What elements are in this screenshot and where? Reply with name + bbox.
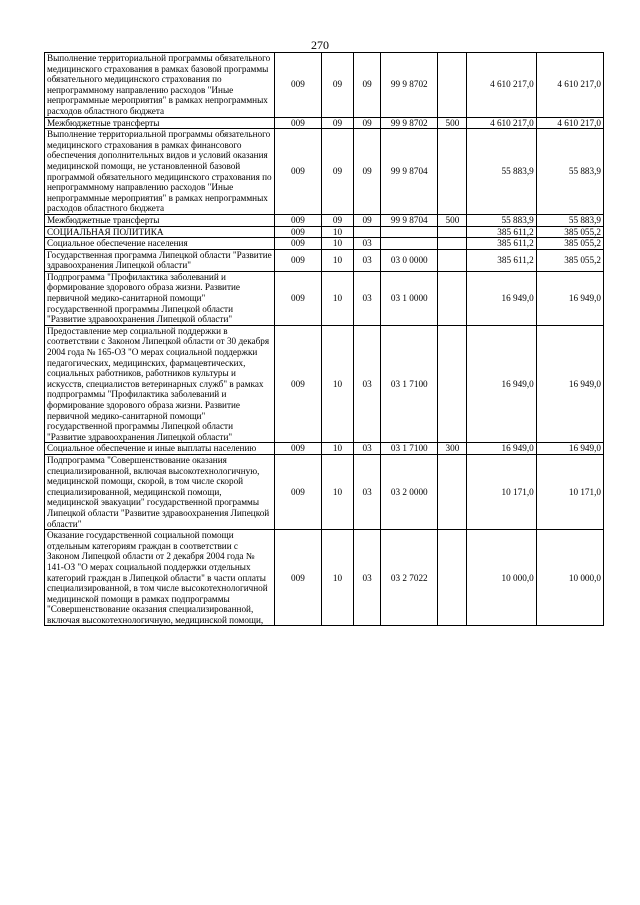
- row-vr: [438, 226, 467, 238]
- row-sum-1: 16 949,0: [467, 271, 536, 325]
- row-vr: 500: [438, 117, 467, 129]
- row-rz: 10: [321, 238, 353, 250]
- row-csr: [381, 238, 438, 250]
- row-sum-2: 385 055,2: [536, 249, 603, 271]
- row-rz: 09: [321, 117, 353, 129]
- row-csr: 99 9 8702: [381, 53, 438, 118]
- table-row: [45, 325, 604, 443]
- budget-table: [44, 52, 604, 626]
- row-name: Межбюджетные трансферты: [45, 117, 275, 129]
- row-sum-2: 4 610 217,0: [536, 53, 603, 118]
- row-rz: 10: [321, 249, 353, 271]
- row-ved: 009: [274, 238, 321, 250]
- row-csr: 99 9 8704: [381, 129, 438, 215]
- row-pr: 09: [354, 117, 381, 129]
- row-csr: 03 1 7100: [381, 325, 438, 443]
- table-row: [45, 443, 604, 455]
- row-vr: [438, 53, 467, 118]
- row-sum-1: 385 611,2: [467, 238, 536, 250]
- row-ved: 009: [274, 53, 321, 118]
- table-row: [45, 271, 604, 325]
- row-name: Межбюджетные трансферты: [45, 214, 275, 226]
- row-name: СОЦИАЛЬНАЯ ПОЛИТИКА: [45, 226, 275, 238]
- row-sum-1: 55 883,9: [467, 129, 536, 215]
- row-pr: 03: [354, 249, 381, 271]
- row-name: Оказание государственной социальной помощи отдельным категориям граждан в соответствии с Законом Липецкой области от 2 декабря 2004 года № 141-ОЗ "О мерах социальной поддержки отдельных категорий граждан в Липецкой области" в части оплаты специализированной, в том числе высокотехнологичной медицинской помощи в рамках подпрограммы "Совершенствование оказания специализированной, включая высокотехнологичную, медицинской помощи,: [45, 530, 275, 626]
- row-ved: 009: [274, 325, 321, 443]
- row-pr: 09: [354, 53, 381, 118]
- row-sum-2: 4 610 217,0: [536, 117, 603, 129]
- row-ved: 009: [274, 271, 321, 325]
- row-vr: [438, 129, 467, 215]
- row-name: Подпрограмма "Профилактика заболеваний и формирование здорового образа жизни. Развитие первичной медико-санитарной помощи" государственной программы Липецкой области "Развитие здравоохранения Липецкой области": [45, 271, 275, 325]
- row-name: Подпрограмма "Совершенствование оказания специализированной, включая высокотехнологичную, медицинской помощи, скорой, в том числе скорой специализированной, медицинской помощи, медицинской эвакуации" государственной программы Липецкой области "Развитие здравоохранения Липецкой области": [45, 454, 275, 529]
- row-pr: 03: [354, 271, 381, 325]
- row-pr: 09: [354, 129, 381, 215]
- row-vr: [438, 249, 467, 271]
- row-sum-2: 55 883,9: [536, 214, 603, 226]
- row-ved: 009: [274, 226, 321, 238]
- row-pr: [354, 226, 381, 238]
- row-sum-1: 10 171,0: [467, 454, 536, 529]
- row-rz: 09: [321, 129, 353, 215]
- row-rz: 10: [321, 325, 353, 443]
- table-row: [45, 249, 604, 271]
- row-sum-2: 385 055,2: [536, 226, 603, 238]
- table-row: [45, 530, 604, 626]
- row-sum-1: 385 611,2: [467, 249, 536, 271]
- row-vr: [438, 454, 467, 529]
- row-csr: 03 2 0000: [381, 454, 438, 529]
- row-sum-1: 55 883,9: [467, 214, 536, 226]
- row-sum-2: 16 949,0: [536, 325, 603, 443]
- row-sum-1: 4 610 217,0: [467, 53, 536, 118]
- row-pr: 09: [354, 214, 381, 226]
- row-rz: 10: [321, 443, 353, 455]
- row-rz: 09: [321, 214, 353, 226]
- row-vr: 500: [438, 214, 467, 226]
- row-name: Государственная программа Липецкой области "Развитие здравоохранения Липецкой области": [45, 249, 275, 271]
- row-sum-2: 16 949,0: [536, 443, 603, 455]
- row-ved: 009: [274, 249, 321, 271]
- row-name: Социальное обеспечение населения: [45, 238, 275, 250]
- row-rz: 10: [321, 226, 353, 238]
- row-sum-2: 385 055,2: [536, 238, 603, 250]
- row-sum-1: 10 000,0: [467, 530, 536, 626]
- table-row: [45, 129, 604, 215]
- row-sum-2: 10 171,0: [536, 454, 603, 529]
- table-row: [45, 226, 604, 238]
- table-row: [45, 454, 604, 529]
- row-sum-2: 16 949,0: [536, 271, 603, 325]
- row-rz: 10: [321, 454, 353, 529]
- row-ved: 009: [274, 117, 321, 129]
- row-pr: 03: [354, 530, 381, 626]
- row-csr: [381, 226, 438, 238]
- row-pr: 03: [354, 238, 381, 250]
- row-pr: 03: [354, 325, 381, 443]
- row-csr: 03 0 0000: [381, 249, 438, 271]
- row-csr: 03 1 7100: [381, 443, 438, 455]
- row-csr: 03 1 0000: [381, 271, 438, 325]
- row-vr: [438, 325, 467, 443]
- row-name: Выполнение территориальной программы обязательного медицинского страхования в рамках базовой программы обязательного медицинского страхования по непрограммному направлению расходов "Иные непрограммные мероприятия" в рамках непрограммных расходов областного бюджета: [45, 53, 275, 118]
- row-csr: 03 2 7022: [381, 530, 438, 626]
- table-row: [45, 53, 604, 118]
- row-sum-2: 10 000,0: [536, 530, 603, 626]
- row-sum-1: 16 949,0: [467, 325, 536, 443]
- row-csr: 99 9 8704: [381, 214, 438, 226]
- row-vr: [438, 238, 467, 250]
- table-row: [45, 117, 604, 129]
- row-name: Социальное обеспечение и иные выплаты населению: [45, 443, 275, 455]
- row-ved: 009: [274, 214, 321, 226]
- row-sum-1: 16 949,0: [467, 443, 536, 455]
- row-pr: 03: [354, 454, 381, 529]
- row-pr: 03: [354, 443, 381, 455]
- row-vr: [438, 271, 467, 325]
- row-csr: 99 9 8702: [381, 117, 438, 129]
- row-name: Предоставление мер социальной поддержки в соответствии с Законом Липецкой области от 30 декабря 2004 года № 165-ОЗ "О мерах социальной поддержки педагогических, медицинских, фармацевтических, социальных работников, работников культуры и искусств, специалистов ветеринарных служб" в рамках подпрограммы "Профилактика заболеваний и формирование здорового образа жизни. Развитие первичной медико-санитарной помощи" государственной программы Липецкой области "Развитие здравоохранения Липецкой области": [45, 325, 275, 443]
- row-vr: [438, 530, 467, 626]
- row-vr: 300: [438, 443, 467, 455]
- table-row: [45, 238, 604, 250]
- page-number: 270: [311, 38, 329, 52]
- table-row: [45, 214, 604, 226]
- row-ved: 009: [274, 530, 321, 626]
- row-sum-1: 4 610 217,0: [467, 117, 536, 129]
- row-rz: 09: [321, 53, 353, 118]
- row-rz: 10: [321, 271, 353, 325]
- row-ved: 009: [274, 443, 321, 455]
- row-name: Выполнение территориальной программы обязательного медицинского страхования в рамках финансового обеспечения дополнительных видов и условий оказания медицинской помощи, не установленной базовой программой обязательного медицинского страхования по непрограммному направлению расходов "Иные непрограммные мероприятия" в рамках непрограммных расходов областного бюджета: [45, 129, 275, 215]
- row-sum-2: 55 883,9: [536, 129, 603, 215]
- row-ved: 009: [274, 454, 321, 529]
- row-rz: 10: [321, 530, 353, 626]
- row-sum-1: 385 611,2: [467, 226, 536, 238]
- row-ved: 009: [274, 129, 321, 215]
